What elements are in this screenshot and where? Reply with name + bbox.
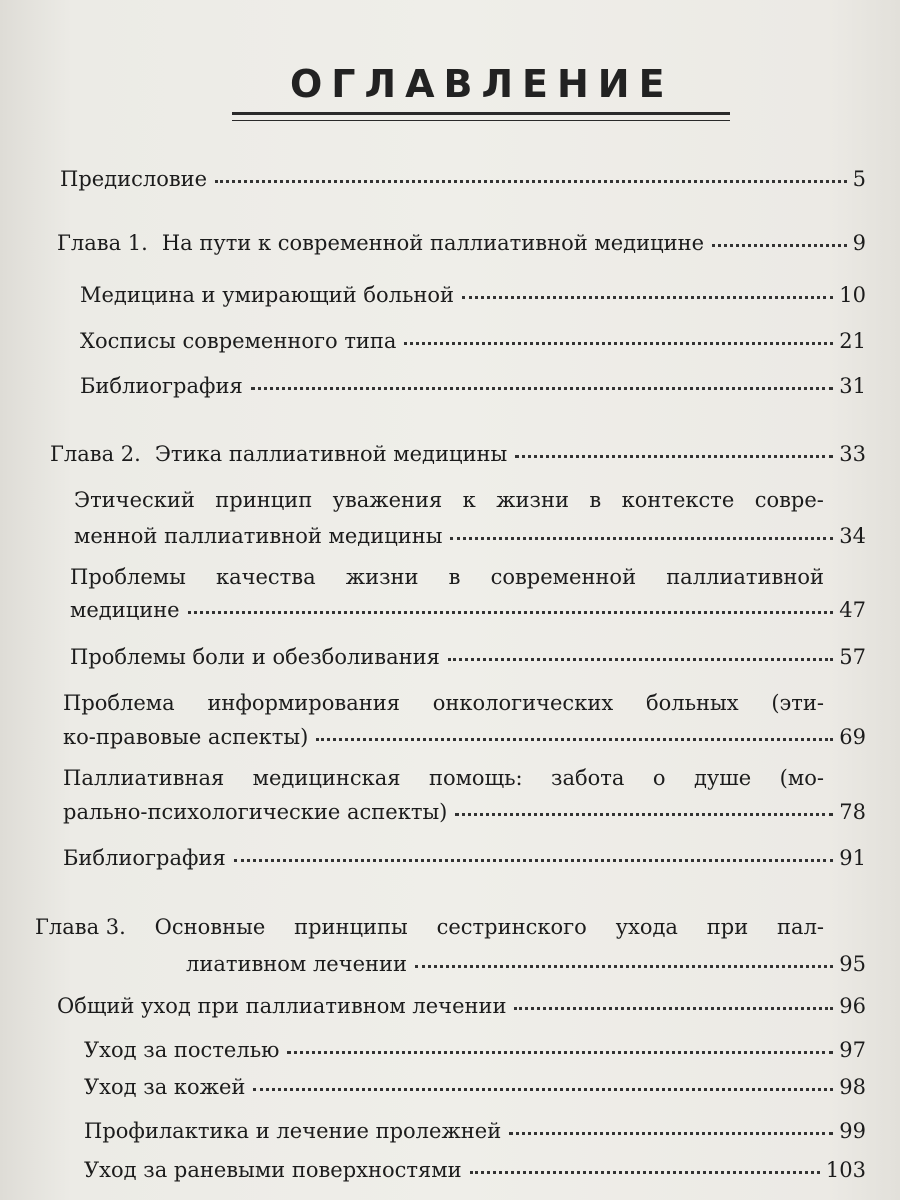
toc-entry-section[interactable] [80, 285, 866, 306]
toc-entry-section[interactable] [80, 376, 866, 397]
toc-entry-section[interactable] [63, 802, 866, 823]
leader-dots [253, 1088, 833, 1091]
toc-entry-label: лиативном лечении [186, 952, 408, 976]
leader-dots [234, 859, 834, 862]
toc-entry-chapter-2[interactable] [50, 444, 866, 465]
leader-dots [509, 1132, 833, 1135]
leader-dots [188, 611, 834, 614]
toc-entry-label: Этика паллиативной медицины [154, 442, 508, 466]
toc-entry-page: 97 [839, 1038, 866, 1062]
leader-dots [455, 813, 833, 816]
leader-dots [450, 537, 833, 540]
toc-entry-page: 21 [839, 329, 866, 353]
toc-entry-section-line1: Этический принцип уважения к жизни в контексте совре- [74, 488, 824, 512]
toc-entry-page: 31 [839, 374, 866, 398]
leader-dots [415, 965, 833, 968]
toc-entry-label: медицине [70, 598, 180, 622]
toc-entry-label: Профилактика и лечение пролежней [84, 1119, 502, 1143]
toc-entry-section[interactable] [70, 600, 866, 621]
toc-entry-page: 9 [852, 231, 866, 255]
toc-entry-page: 34 [839, 524, 866, 548]
leader-dots [448, 658, 833, 661]
toc-entry-label: Уход за кожей [84, 1075, 246, 1099]
leader-dots [712, 244, 847, 247]
leader-dots [404, 342, 833, 345]
leader-dots [514, 1007, 833, 1010]
leader-dots [251, 387, 834, 390]
toc-entry-page: 33 [839, 442, 866, 466]
toc-entry-section[interactable] [70, 647, 866, 668]
toc-entry-page: 69 [839, 725, 866, 749]
leader-dots [470, 1171, 820, 1174]
toc-entry-page: 103 [825, 1158, 866, 1182]
toc-entry-label: Уход за раневыми поверхностями [84, 1158, 462, 1182]
toc-entry-label: Предисловие [60, 167, 208, 191]
page-title: ОГЛАВЛЕНИЕ [290, 62, 674, 106]
toc-entry-label: ко-правовые аспекты) [63, 725, 309, 749]
toc-entry-page: 91 [839, 846, 866, 870]
toc-entry-page: 98 [839, 1075, 866, 1099]
toc-entry-section[interactable] [57, 996, 866, 1017]
toc-entry-preface[interactable] [60, 169, 866, 190]
title-rule-thin [232, 120, 730, 121]
toc-entry-chapter-3-line1: Глава 3. Основные принципы сестринского ухода при пал- [35, 915, 824, 939]
toc-entry-section[interactable] [74, 526, 866, 547]
toc-entry-page: 99 [839, 1119, 866, 1143]
toc-entry-section[interactable] [80, 331, 866, 352]
toc-entry-section-line1: Проблемы качества жизни в современной паллиативной [70, 565, 824, 589]
leader-dots [316, 738, 833, 741]
leader-dots [462, 296, 833, 299]
leader-dots [287, 1051, 833, 1054]
chapter-number: Глава 1. [57, 231, 148, 255]
toc-entry-subsection[interactable] [84, 1121, 866, 1142]
toc-entry-section-line1: Паллиативная медицинская помощь: забота о душе (мо- [63, 766, 824, 790]
toc-entry-section[interactable] [63, 848, 866, 869]
toc-entry-label: Библиография [80, 374, 243, 398]
leader-dots [215, 180, 847, 183]
toc-entry-label: Хосписы современного типа [80, 329, 397, 353]
leader-dots [515, 455, 833, 458]
toc-entry-label: На пути к современной паллиативной медицине [161, 231, 705, 255]
toc-entry-label: Проблемы боли и обезболивания [70, 645, 440, 669]
toc-entry-page: 95 [839, 952, 866, 976]
toc-entry-label: Библиография [63, 846, 226, 870]
toc-entry-section[interactable] [63, 727, 866, 748]
toc-entry-subsection[interactable] [84, 1077, 866, 1098]
toc-entry-label: менной паллиативной медицины [74, 524, 443, 548]
toc-entry-page: 47 [839, 598, 866, 622]
toc-entry-page: 57 [839, 645, 866, 669]
chapter-number: Глава 3. [35, 915, 126, 939]
toc-entry-subsection[interactable] [84, 1040, 866, 1061]
chapter-number: Глава 2. [50, 442, 141, 466]
toc-entry-label: рально-психологические аспекты) [63, 800, 448, 824]
toc-entry-chapter-3[interactable] [186, 954, 866, 975]
title-rule-thick [232, 112, 730, 115]
toc-entry-page: 10 [839, 283, 866, 307]
toc-entry-page: 5 [852, 167, 866, 191]
toc-entry-label: Общий уход при паллиативном лечении [57, 994, 507, 1018]
toc-entry-section-line1: Проблема информирования онкологических больных (эти- [63, 691, 824, 715]
toc-entry-page: 78 [839, 800, 866, 824]
toc-entry-page: 96 [839, 994, 866, 1018]
toc-entry-chapter-1[interactable] [57, 233, 866, 254]
toc-entry-label: Медицина и умирающий больной [80, 283, 455, 307]
toc-entry-label: Уход за постелью [84, 1038, 280, 1062]
toc-entry-subsection[interactable] [84, 1160, 866, 1181]
